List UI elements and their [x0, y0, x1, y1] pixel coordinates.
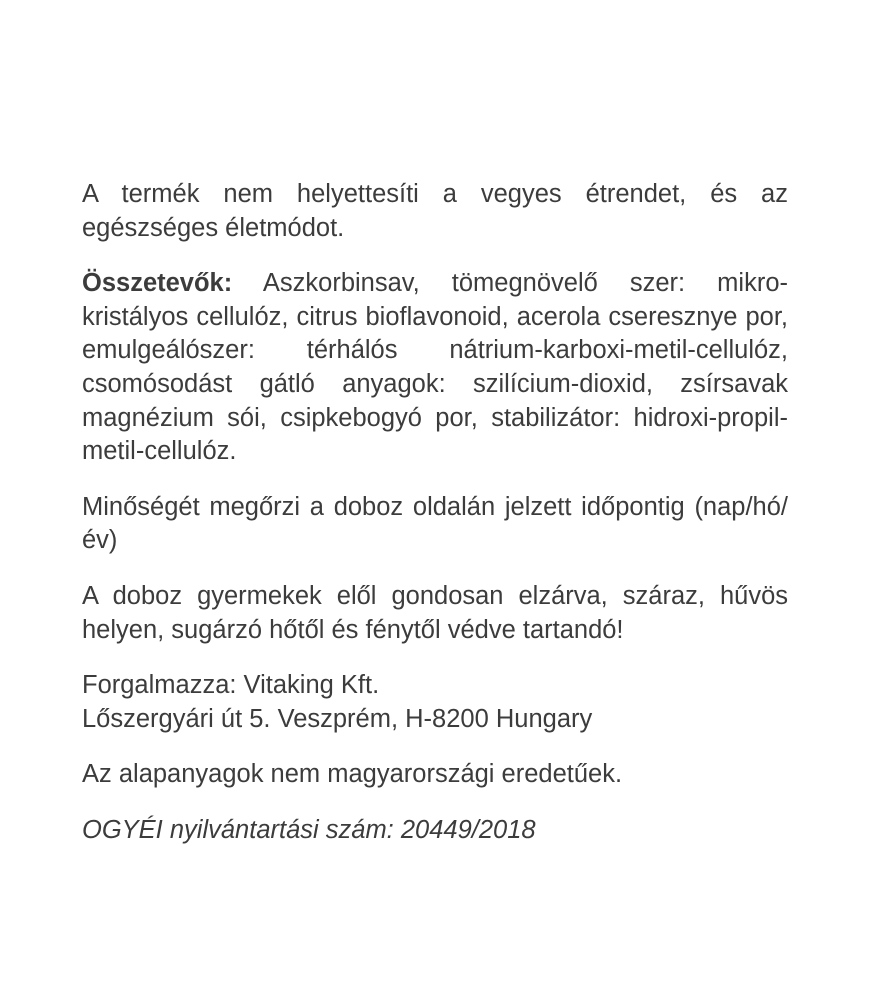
label-text-container: [82, 178, 788, 848]
distributor-address: Lőszergyári út 5. Veszprém, H-8200 Hungary: [82, 704, 593, 733]
expiry-spacer: [685, 493, 695, 521]
origin-note-paragraph: Az alapanyagok nem magyarországi eredetűek.: [82, 760, 623, 789]
expiry-paragraph: [82, 491, 788, 558]
ingredients-list: Aszkorbinsav, tömegnövelő szer: mikro-kristályos cellulóz, citrus bioflavonoid, acerola cseresznye por, emulgeálószer: térhálós nátrium-karboxi-metil-cellulóz, csomósodást gátló anyagok: szilícium-dioxid, zsírsavak magnézium sói, csipkebogyó por, stabilizátor: hidroxi-propil-metil-cellulóz.: [82, 269, 788, 466]
registration-number: OGYÉI nyilvántartási szám: 20449/2018: [82, 815, 536, 844]
distributor-paragraph: [82, 669, 788, 736]
expiry-line-2: (nap/hó/év): [82, 492, 789, 555]
disclaimer-paragraph: A termék nem helyettesíti a vegyes étrendet, és az egészséges életmódot.: [82, 180, 788, 242]
distributor-company: Forgalmazza: Vitaking Kft.: [82, 671, 380, 700]
ingredients-spacer: [232, 269, 263, 297]
ingredients-paragraph: [82, 267, 788, 469]
ingredients-label: Összetevők:: [82, 269, 233, 298]
storage-paragraph: A doboz gyermekek elől gondosan elzárva, száraz, hűvös helyen, sugárzó hőtől és fénytől védve tartandó!: [82, 581, 788, 644]
expiry-line-1: Minőségét megőrzi a doboz oldalán jelzett időpontig: [82, 492, 685, 521]
